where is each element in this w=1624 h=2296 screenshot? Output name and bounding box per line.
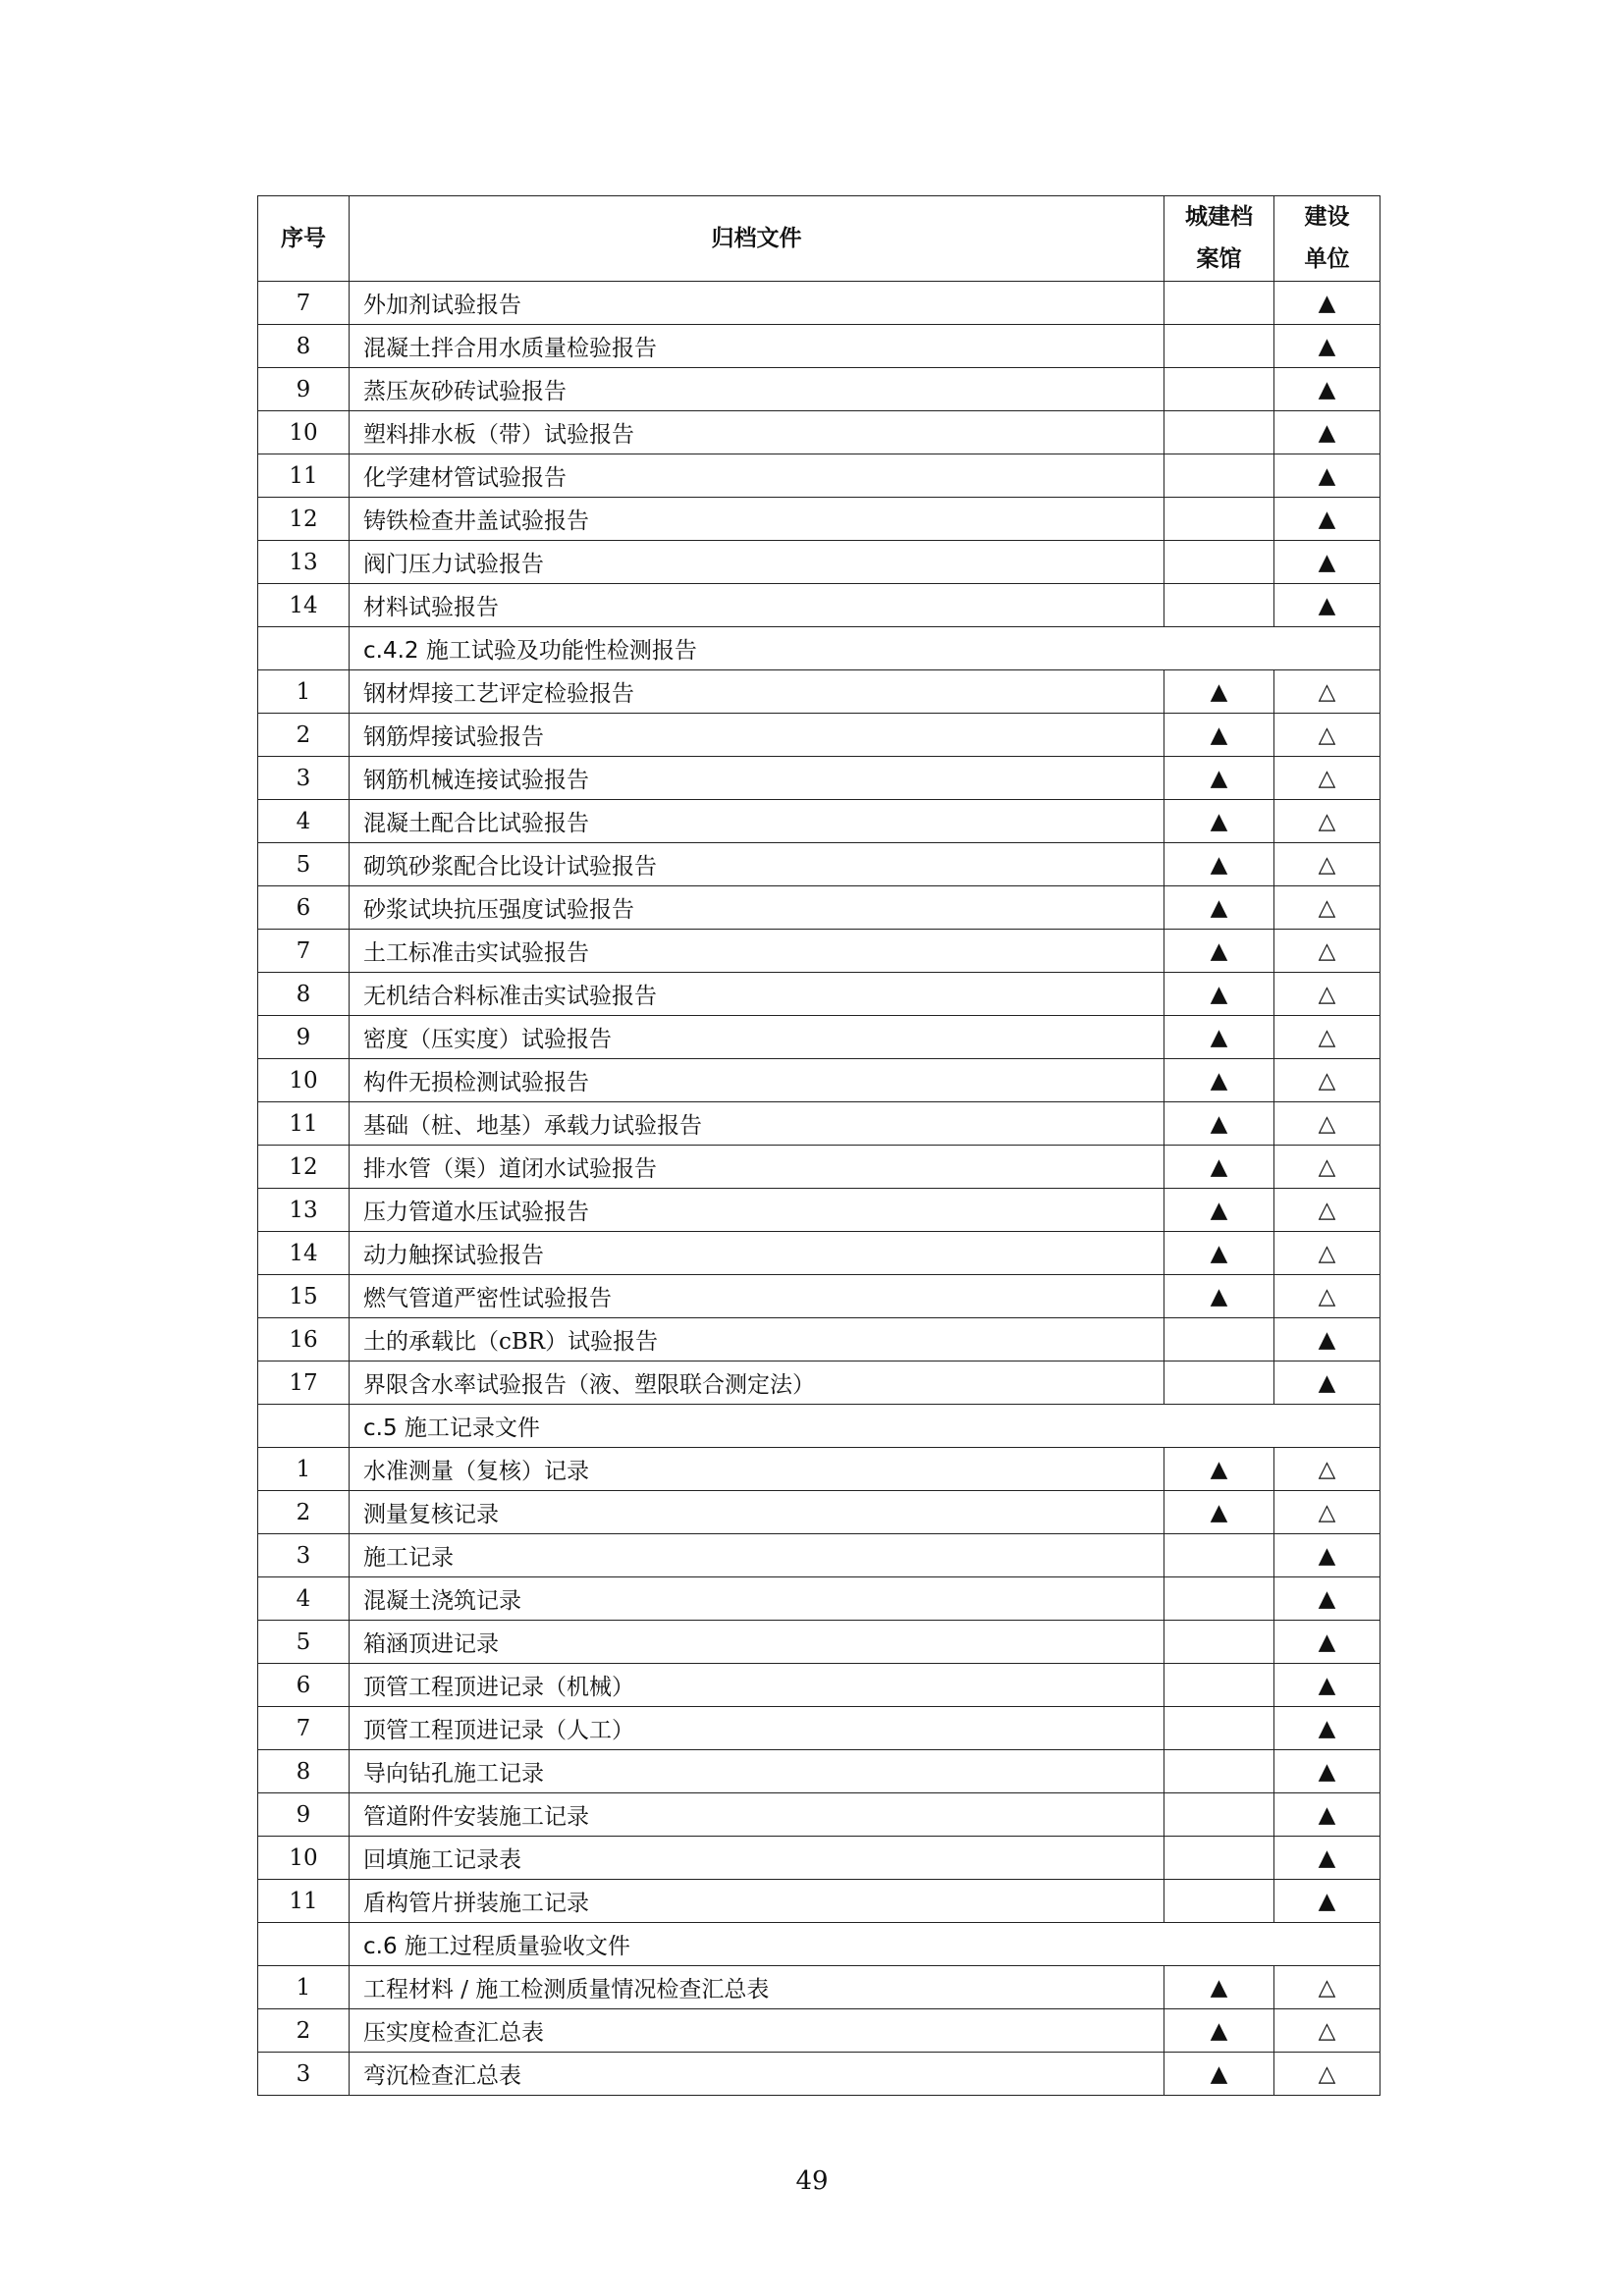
- section-title: c.5 施工记录文件: [350, 1405, 1380, 1448]
- table-row: [258, 1232, 1380, 1275]
- row-number: 1: [258, 1448, 350, 1491]
- file-name: 基础（桩、地基）承载力试验报告: [350, 1102, 1164, 1146]
- row-number: 14: [258, 1232, 350, 1275]
- city-archive-mark: [1164, 282, 1274, 325]
- file-name: 化学建材管试验报告: [350, 454, 1164, 498]
- row-number: 12: [258, 1146, 350, 1189]
- table-row: [258, 1275, 1380, 1318]
- row-number: 7: [258, 282, 350, 325]
- header-construction-unit: [1274, 196, 1380, 282]
- city-archive-mark: ▲: [1164, 1059, 1274, 1102]
- file-name: 砌筑砂浆配合比设计试验报告: [350, 843, 1164, 886]
- city-archive-mark: ▲: [1164, 714, 1274, 757]
- table-row: [258, 411, 1380, 454]
- table-row: [258, 498, 1380, 541]
- construction-unit-mark: △: [1274, 1146, 1380, 1189]
- row-number: 6: [258, 1664, 350, 1707]
- city-archive-mark: [1164, 325, 1274, 368]
- city-archive-mark: ▲: [1164, 1232, 1274, 1275]
- city-archive-mark: [1164, 411, 1274, 454]
- row-number: 6: [258, 886, 350, 930]
- file-name: 阀门压力试验报告: [350, 541, 1164, 584]
- table-row: [258, 1621, 1380, 1664]
- header-city-archive: [1164, 196, 1274, 282]
- file-name: 盾构管片拼装施工记录: [350, 1880, 1164, 1923]
- city-archive-mark: ▲: [1164, 757, 1274, 800]
- city-archive-mark: ▲: [1164, 2053, 1274, 2096]
- construction-unit-mark: ▲: [1274, 1534, 1380, 1577]
- city-archive-mark: ▲: [1164, 800, 1274, 843]
- construction-unit-mark: △: [1274, 1275, 1380, 1318]
- file-name: 顶管工程顶进记录（机械）: [350, 1664, 1164, 1707]
- section-row: [258, 1923, 1380, 1966]
- section-title: c.4.2 施工试验及功能性检测报告: [350, 627, 1380, 670]
- construction-unit-mark: △: [1274, 886, 1380, 930]
- city-archive-mark: [1164, 368, 1274, 411]
- table-row: [258, 1318, 1380, 1362]
- row-number: 5: [258, 1621, 350, 1664]
- file-name: 钢材焊接工艺评定检验报告: [350, 670, 1164, 714]
- city-archive-mark: [1164, 1534, 1274, 1577]
- city-archive-mark: ▲: [1164, 1275, 1274, 1318]
- table-row: [258, 1102, 1380, 1146]
- row-number: 15: [258, 1275, 350, 1318]
- city-archive-mark: ▲: [1164, 1016, 1274, 1059]
- table-row: [258, 714, 1380, 757]
- file-name: 箱涵顶进记录: [350, 1621, 1164, 1664]
- construction-unit-mark: △: [1274, 800, 1380, 843]
- row-number: 9: [258, 1793, 350, 1837]
- table-row: [258, 1966, 1380, 2009]
- construction-unit-mark: △: [1274, 1448, 1380, 1491]
- file-name: 构件无损检测试验报告: [350, 1059, 1164, 1102]
- table-row: [258, 584, 1380, 627]
- table-row: [258, 325, 1380, 368]
- file-name: 水准测量（复核）记录: [350, 1448, 1164, 1491]
- row-number: 17: [258, 1362, 350, 1405]
- table-row: [258, 454, 1380, 498]
- table-row: [258, 2053, 1380, 2096]
- construction-unit-mark: △: [1274, 2009, 1380, 2053]
- section-num-cell: [258, 1923, 350, 1966]
- section-num-cell: [258, 627, 350, 670]
- table-row: [258, 1146, 1380, 1189]
- file-name: 动力触探试验报告: [350, 1232, 1164, 1275]
- file-name: 界限含水率试验报告（液、塑限联合测定法）: [350, 1362, 1164, 1405]
- file-name: 砂浆试块抗压强度试验报告: [350, 886, 1164, 930]
- table-row: [258, 1059, 1380, 1102]
- table-row: [258, 1750, 1380, 1793]
- row-number: 13: [258, 541, 350, 584]
- construction-unit-mark: △: [1274, 1016, 1380, 1059]
- row-number: 12: [258, 498, 350, 541]
- construction-unit-mark: ▲: [1274, 368, 1380, 411]
- table-row: [258, 670, 1380, 714]
- file-name: 土的承载比（cBR）试验报告: [350, 1318, 1164, 1362]
- construction-unit-mark: △: [1274, 757, 1380, 800]
- construction-unit-mark: △: [1274, 1059, 1380, 1102]
- table-row: [258, 1793, 1380, 1837]
- city-archive-mark: ▲: [1164, 886, 1274, 930]
- construction-unit-mark: ▲: [1274, 325, 1380, 368]
- file-name: 管道附件安装施工记录: [350, 1793, 1164, 1837]
- row-number: 11: [258, 1102, 350, 1146]
- table-row: [258, 1707, 1380, 1750]
- city-archive-mark: ▲: [1164, 2009, 1274, 2053]
- file-name: 回填施工记录表: [350, 1837, 1164, 1880]
- construction-unit-mark: △: [1274, 1189, 1380, 1232]
- city-archive-mark: [1164, 1621, 1274, 1664]
- city-archive-mark: ▲: [1164, 1102, 1274, 1146]
- row-number: 8: [258, 973, 350, 1016]
- city-archive-mark: [1164, 498, 1274, 541]
- file-name: 土工标准击实试验报告: [350, 930, 1164, 973]
- file-name: 测量复核记录: [350, 1491, 1164, 1534]
- table-row: [258, 1491, 1380, 1534]
- section-title: c.6 施工过程质量验收文件: [350, 1923, 1380, 1966]
- table-row: [258, 1362, 1380, 1405]
- construction-unit-mark: ▲: [1274, 1707, 1380, 1750]
- row-number: 11: [258, 454, 350, 498]
- file-name: 压实度检查汇总表: [350, 2009, 1164, 2053]
- construction-unit-mark: ▲: [1274, 584, 1380, 627]
- file-name: 排水管（渠）道闭水试验报告: [350, 1146, 1164, 1189]
- file-name: 弯沉检查汇总表: [350, 2053, 1164, 2096]
- file-name: 塑料排水板（带）试验报告: [350, 411, 1164, 454]
- construction-unit-mark: ▲: [1274, 1318, 1380, 1362]
- table-row: [258, 1837, 1380, 1880]
- header-construction-unit-line2: 单位: [1304, 246, 1350, 272]
- table-row: [258, 800, 1380, 843]
- row-number: 16: [258, 1318, 350, 1362]
- row-number: 8: [258, 325, 350, 368]
- city-archive-mark: [1164, 541, 1274, 584]
- construction-unit-mark: ▲: [1274, 541, 1380, 584]
- section-num-cell: [258, 1405, 350, 1448]
- table-row: [258, 1016, 1380, 1059]
- city-archive-mark: [1164, 1880, 1274, 1923]
- row-number: 1: [258, 670, 350, 714]
- row-number: 1: [258, 1966, 350, 2009]
- table-row: [258, 541, 1380, 584]
- table-row: [258, 1880, 1380, 1923]
- construction-unit-mark: △: [1274, 1232, 1380, 1275]
- file-name: 蒸压灰砂砖试验报告: [350, 368, 1164, 411]
- table-row: [258, 757, 1380, 800]
- row-number: 2: [258, 2009, 350, 2053]
- construction-unit-mark: ▲: [1274, 1880, 1380, 1923]
- city-archive-mark: ▲: [1164, 843, 1274, 886]
- city-archive-mark: [1164, 1664, 1274, 1707]
- table-row: [258, 368, 1380, 411]
- row-number: 11: [258, 1880, 350, 1923]
- header-archive-file: 归档文件: [350, 196, 1164, 282]
- row-number: 7: [258, 930, 350, 973]
- header-city-archive-line1: 城建档: [1185, 204, 1253, 230]
- file-name: 外加剂试验报告: [350, 282, 1164, 325]
- table-row: [258, 1664, 1380, 1707]
- construction-unit-mark: △: [1274, 1966, 1380, 2009]
- construction-unit-mark: ▲: [1274, 498, 1380, 541]
- page-number: 49: [795, 2166, 829, 2196]
- file-name: 工程材料 / 施工检测质量情况检查汇总表: [350, 1966, 1164, 2009]
- table-row: [258, 886, 1380, 930]
- file-name: 无机结合料标准击实试验报告: [350, 973, 1164, 1016]
- row-number: 3: [258, 757, 350, 800]
- city-archive-mark: [1164, 454, 1274, 498]
- city-archive-mark: [1164, 1362, 1274, 1405]
- city-archive-mark: ▲: [1164, 670, 1274, 714]
- file-name: 压力管道水压试验报告: [350, 1189, 1164, 1232]
- row-number: 10: [258, 1837, 350, 1880]
- construction-unit-mark: ▲: [1274, 1664, 1380, 1707]
- city-archive-mark: [1164, 1793, 1274, 1837]
- table-header-row: [258, 196, 1380, 282]
- row-number: 10: [258, 1059, 350, 1102]
- construction-unit-mark: △: [1274, 930, 1380, 973]
- row-number: 7: [258, 1707, 350, 1750]
- row-number: 2: [258, 714, 350, 757]
- file-name: 混凝土配合比试验报告: [350, 800, 1164, 843]
- construction-unit-mark: △: [1274, 1491, 1380, 1534]
- city-archive-mark: [1164, 1750, 1274, 1793]
- construction-unit-mark: △: [1274, 973, 1380, 1016]
- table-row: [258, 930, 1380, 973]
- row-number: 9: [258, 368, 350, 411]
- file-name: 导向钻孔施工记录: [350, 1750, 1164, 1793]
- file-name: 密度（压实度）试验报告: [350, 1016, 1164, 1059]
- construction-unit-mark: ▲: [1274, 1621, 1380, 1664]
- construction-unit-mark: ▲: [1274, 1837, 1380, 1880]
- city-archive-mark: ▲: [1164, 930, 1274, 973]
- construction-unit-mark: △: [1274, 2053, 1380, 2096]
- header-construction-unit-line1: 建设: [1304, 204, 1350, 230]
- table-body: [258, 282, 1380, 2096]
- row-number: 4: [258, 800, 350, 843]
- row-number: 5: [258, 843, 350, 886]
- construction-unit-mark: △: [1274, 670, 1380, 714]
- row-number: 8: [258, 1750, 350, 1793]
- row-number: 13: [258, 1189, 350, 1232]
- header-serial-number: 序号: [258, 196, 350, 282]
- city-archive-mark: ▲: [1164, 973, 1274, 1016]
- city-archive-mark: [1164, 1577, 1274, 1621]
- file-name: 材料试验报告: [350, 584, 1164, 627]
- construction-unit-mark: △: [1274, 714, 1380, 757]
- file-name: 顶管工程顶进记录（人工）: [350, 1707, 1164, 1750]
- row-number: 9: [258, 1016, 350, 1059]
- row-number: 3: [258, 1534, 350, 1577]
- file-name: 施工记录: [350, 1534, 1164, 1577]
- table-row: [258, 1448, 1380, 1491]
- table-row: [258, 843, 1380, 886]
- file-name: 钢筋机械连接试验报告: [350, 757, 1164, 800]
- city-archive-mark: [1164, 1837, 1274, 1880]
- construction-unit-mark: ▲: [1274, 1750, 1380, 1793]
- city-archive-mark: [1164, 1707, 1274, 1750]
- row-number: 4: [258, 1577, 350, 1621]
- table-row: [258, 1189, 1380, 1232]
- section-row: [258, 1405, 1380, 1448]
- city-archive-mark: ▲: [1164, 1966, 1274, 2009]
- city-archive-mark: ▲: [1164, 1146, 1274, 1189]
- city-archive-mark: [1164, 1318, 1274, 1362]
- file-name: 钢筋焊接试验报告: [350, 714, 1164, 757]
- row-number: 10: [258, 411, 350, 454]
- construction-unit-mark: ▲: [1274, 1577, 1380, 1621]
- table-row: [258, 2009, 1380, 2053]
- table-row: [258, 1534, 1380, 1577]
- row-number: 14: [258, 584, 350, 627]
- construction-unit-mark: ▲: [1274, 454, 1380, 498]
- archive-file-table: [257, 195, 1380, 2096]
- table-row: [258, 1577, 1380, 1621]
- construction-unit-mark: △: [1274, 843, 1380, 886]
- construction-unit-mark: ▲: [1274, 282, 1380, 325]
- file-name: 混凝土拌合用水质量检验报告: [350, 325, 1164, 368]
- table-row: [258, 282, 1380, 325]
- row-number: 3: [258, 2053, 350, 2096]
- file-name: 燃气管道严密性试验报告: [350, 1275, 1164, 1318]
- construction-unit-mark: ▲: [1274, 411, 1380, 454]
- row-number: 2: [258, 1491, 350, 1534]
- city-archive-mark: [1164, 584, 1274, 627]
- city-archive-mark: ▲: [1164, 1491, 1274, 1534]
- construction-unit-mark: ▲: [1274, 1793, 1380, 1837]
- city-archive-mark: ▲: [1164, 1189, 1274, 1232]
- city-archive-mark: ▲: [1164, 1448, 1274, 1491]
- section-row: [258, 627, 1380, 670]
- construction-unit-mark: ▲: [1274, 1362, 1380, 1405]
- table-row: [258, 973, 1380, 1016]
- file-name: 铸铁检查井盖试验报告: [350, 498, 1164, 541]
- file-name: 混凝土浇筑记录: [350, 1577, 1164, 1621]
- header-city-archive-line2: 案馆: [1196, 246, 1242, 272]
- construction-unit-mark: △: [1274, 1102, 1380, 1146]
